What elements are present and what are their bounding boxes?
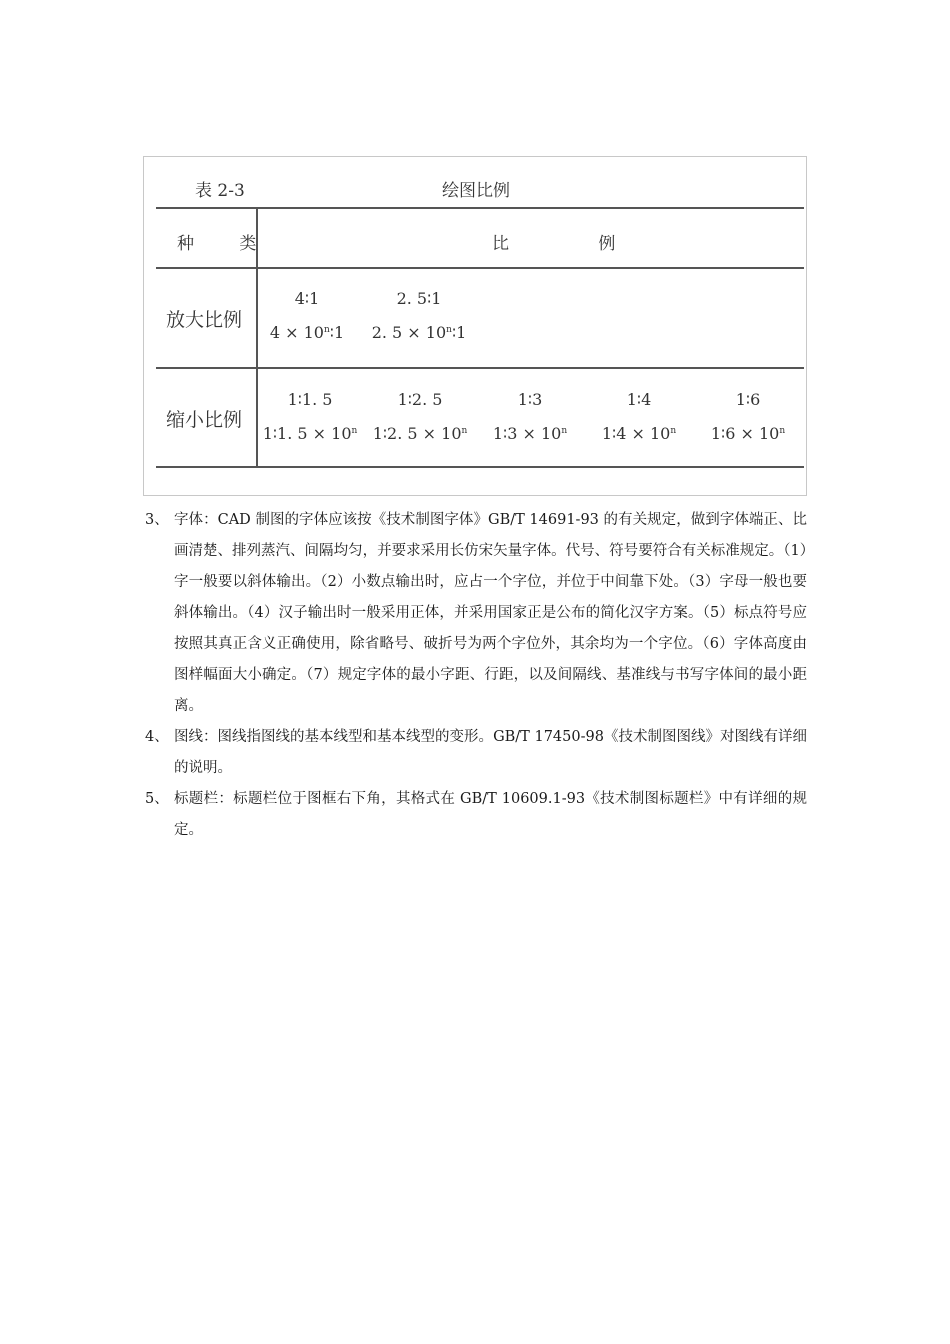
ratio-value-power: 1∶3 × $10^n$ [492, 424, 568, 443]
item-text: 图线：图线指图线的基本线型和基本线型的变形。GB/T 17450-98《技术制图图线》对图线有详细的说明。 [174, 729, 807, 776]
ratio-value-power: 1∶4 × $10^n$ [601, 424, 677, 443]
header-rule [156, 267, 804, 269]
ratio-value-power: 1∶2. $5 \times 10^n$ [372, 424, 468, 443]
item-number: 4、 [145, 729, 169, 745]
body-text [145, 505, 807, 846]
row-rule [156, 367, 804, 369]
ratio-value: 1∶3 [517, 390, 543, 409]
ratio-value-power: 1∶6 × $10^n$ [710, 424, 786, 443]
ratio-table-image [143, 156, 807, 496]
header-kind: 种 类 [177, 234, 277, 254]
ratio-value: 2. 5∶1 [396, 289, 442, 308]
list-item-fonts [145, 505, 807, 722]
ratio-value-power: 2. $5 \times 10^n∶1$ [371, 323, 467, 342]
ratio-value: 1∶1. 5 [287, 390, 333, 409]
header-ratio: 比 例 [492, 234, 658, 254]
ratio-value-power: 1∶1. $5 \times 10^n$ [262, 424, 358, 443]
ratio-value: 4∶1 [294, 289, 320, 308]
list-item-title-block [145, 784, 807, 846]
row-label-reduce: 缩小比例 [166, 409, 243, 431]
row-label-enlarge: 放大比例 [166, 309, 243, 331]
ratio-value: 1∶6 [735, 390, 761, 409]
table-title: 绘图比例 [442, 181, 510, 201]
list-item-lines [145, 722, 807, 784]
table-number: 表 2-3 [195, 181, 245, 201]
table-top-rule [156, 207, 804, 209]
ratio-value-power: $4 \times 10^n∶1$ [269, 323, 345, 342]
item-text: 标题栏：标题栏位于图框右下角，其格式在 GB/T 10609.1-93《技术制图标题栏》中有详细的规定。 [174, 791, 807, 838]
ratio-value: 1∶4 [626, 390, 652, 409]
ratio-value: 1∶2. 5 [397, 390, 443, 409]
item-number: 5、 [145, 791, 169, 807]
item-text: 字体：CAD 制图的字体应该按《技术制图字体》GB/T 14691-93 的有关规定，做到字体端正、比画清楚、排列蒸汽、间隔均匀，并要求采用长仿宋矢量字体。代号、符号要符合有关标准规定。（1）字一般要以斜体输出。（2）小数点输出时，应占一个字位，并位于中间靠下处。（3）字母一般也要斜体输出。（4）汉子输出时一般采用正体，并采用国家正是公布的简化汉字方案。（5）标点符号应按照其真正含义正确使用，除省略号、破折号为两个字位外，其余均为一个字位。（6）字体高度由图样幅面大小确定。（7）规定字体的最小字距、行距，以及间隔线、基准线与书写字体间的最小距离。 [174, 512, 807, 714]
table-bottom-rule [156, 466, 804, 468]
item-number: 3、 [145, 512, 169, 528]
